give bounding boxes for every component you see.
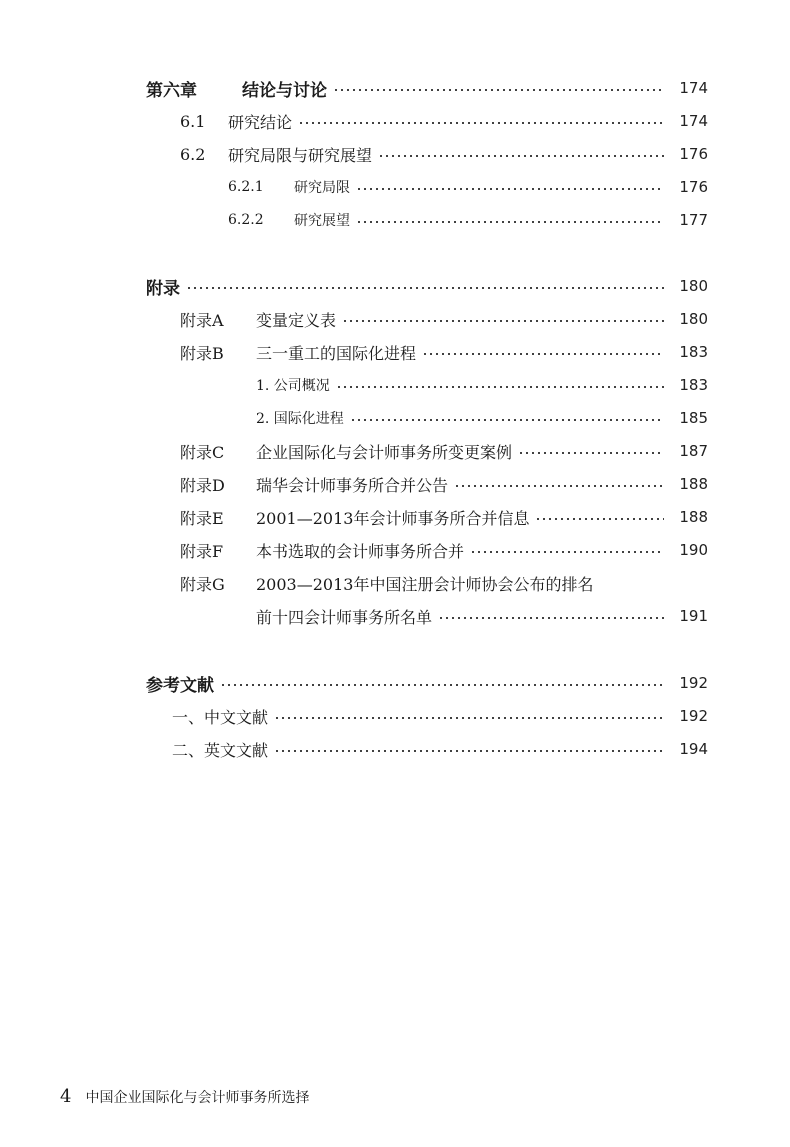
dot-leader (378, 155, 664, 157)
entry-title: 研究结论 (228, 112, 293, 132)
entry-page: 177 (679, 211, 708, 229)
entry-page: 185 (679, 409, 708, 427)
toc-entry[interactable] (0, 370, 790, 400)
entry-number: 附录F (180, 541, 224, 561)
entry-title: 附录 (146, 278, 180, 299)
entry-number: 附录G (180, 574, 225, 594)
entry-page: 180 (679, 277, 708, 295)
toc-entry[interactable] (0, 535, 790, 565)
entry-page: 174 (679, 112, 708, 130)
entry-number: 附录C (180, 442, 225, 462)
entry-title: 二、英文文献 (172, 740, 269, 760)
toc-entry[interactable] (0, 568, 790, 598)
entry-title: 2. 国际化进程 (256, 411, 344, 427)
dot-leader (333, 89, 664, 91)
toc-entry[interactable] (0, 106, 790, 136)
dot-leader (356, 188, 664, 190)
entry-page: 183 (679, 343, 708, 361)
dot-leader (220, 684, 664, 686)
entry-number: 6.2.1 (228, 179, 264, 195)
entry-number: 6.2 (180, 144, 206, 164)
dot-leader (274, 750, 664, 752)
entry-page: 192 (679, 707, 708, 725)
entry-title: 一、中文文献 (172, 707, 269, 727)
dot-leader (470, 551, 664, 553)
entry-page: 176 (679, 178, 708, 196)
toc-entry[interactable] (0, 502, 790, 532)
entry-number: 附录E (180, 508, 224, 528)
entry-number: 6.1 (180, 111, 206, 131)
entry-title: 2003—2013年中国注册会计师协会公布的排名 (256, 574, 594, 594)
entry-page: 180 (679, 310, 708, 328)
dot-leader (454, 485, 664, 487)
toc-entry[interactable] (0, 73, 790, 103)
page-footer (60, 1086, 309, 1107)
entry-number: 附录D (180, 475, 225, 495)
entry-title: 研究局限 (294, 180, 350, 196)
entry-number: 附录B (180, 343, 224, 363)
entry-page: 191 (679, 607, 708, 625)
entry-title: 本书选取的会计师事务所合并 (256, 541, 465, 561)
dot-leader (422, 353, 664, 355)
entry-page: 183 (679, 376, 708, 394)
entry-page: 188 (679, 508, 708, 526)
entry-title: 结论与讨论 (242, 80, 327, 101)
entry-title: 1. 公司概况 (256, 378, 330, 394)
entry-number: 附录A (180, 310, 224, 330)
dot-leader (438, 617, 664, 619)
toc-entry[interactable] (0, 469, 790, 499)
dot-leader (350, 419, 664, 421)
entry-title: 研究展望 (294, 213, 350, 229)
toc-entry[interactable] (0, 403, 790, 433)
entry-page: 194 (679, 740, 708, 758)
toc-entry[interactable] (0, 172, 790, 202)
entry-title: 企业国际化与会计师事务所变更案例 (256, 442, 513, 462)
entry-title: 参考文献 (146, 675, 214, 696)
entry-page: 190 (679, 541, 708, 559)
entry-page: 176 (679, 145, 708, 163)
entry-title: 变量定义表 (256, 310, 337, 330)
dot-leader (535, 518, 664, 520)
toc-entry[interactable] (0, 139, 790, 169)
toc-entry[interactable] (0, 205, 790, 235)
entry-number: 6.2.2 (228, 212, 264, 228)
entry-page: 187 (679, 442, 708, 460)
dot-leader (186, 287, 664, 289)
toc-entry[interactable] (0, 734, 790, 764)
page-number: 4 (60, 1086, 72, 1107)
dot-leader (342, 320, 664, 322)
entry-title: 2001—2013年会计师事务所合并信息 (256, 508, 530, 528)
dot-leader (274, 717, 664, 719)
entry-title: 三一重工的国际化进程 (256, 343, 417, 363)
entry-title: 瑞华会计师事务所合并公告 (256, 475, 449, 495)
entry-number: 第六章 (146, 80, 197, 101)
entry-title: 前十四会计师事务所名单 (256, 607, 433, 627)
dot-leader (518, 452, 664, 454)
dot-leader (356, 221, 664, 223)
toc-entry[interactable] (0, 337, 790, 367)
toc-entry[interactable] (0, 271, 790, 301)
toc-entry[interactable] (0, 668, 790, 698)
entry-page: 188 (679, 475, 708, 493)
entry-title: 研究局限与研究展望 (228, 145, 373, 165)
dot-leader (336, 386, 664, 388)
dot-leader (298, 122, 664, 124)
entry-page: 192 (679, 674, 708, 692)
toc-entry[interactable] (0, 701, 790, 731)
entry-page: 174 (679, 79, 708, 97)
toc-entry[interactable] (0, 436, 790, 466)
toc-entry[interactable] (0, 304, 790, 334)
toc-entry[interactable] (0, 601, 790, 631)
book-title: 中国企业国际化与会计师事务所选择 (85, 1090, 310, 1106)
